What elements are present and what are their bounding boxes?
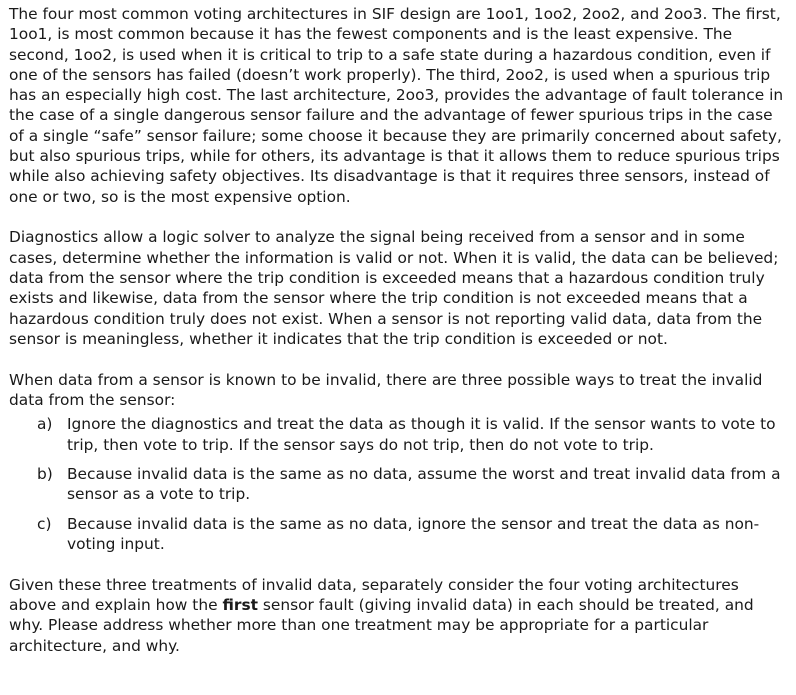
list-item [9, 464, 789, 505]
paragraph-question [9, 575, 789, 656]
option-text: Because invalid data is the same as no data, assume the worst and treat invalid data from a sensor as a vote to trip. [67, 464, 781, 504]
document-body [9, 4, 789, 676]
list-item [9, 514, 789, 555]
question-emphasis: first [222, 595, 258, 614]
treatment-options-list [9, 414, 789, 554]
question-text-before: Given these three treatments of invalid data, separately consider the four voting architectures above and explain how the [9, 575, 739, 614]
list-item [9, 414, 789, 455]
option-letter: c) [37, 514, 52, 533]
option-text: Because invalid data is the same as no data, ignore the sensor and treat the data as non-voting input. [67, 514, 760, 553]
question-text-after: sensor fault (giving invalid data) in each should be treated, and why. Please address whether more than one treatment may be appropriate for a particular architecture, and why. [9, 595, 754, 655]
paragraph-invalid-data-intro: When data from a sensor is known to be invalid, there are three possible ways to treat the invalid data from the sensor: [9, 370, 763, 410]
option-letter: b) [37, 464, 53, 483]
option-text: Ignore the diagnostics and treat the data as though it is valid. If the sensor wants to vote to trip, then vote to trip. If the sensor says do not trip, then do not vote to trip. [67, 415, 776, 454]
option-letter: a) [37, 415, 53, 434]
paragraph-diagnostics: Diagnostics allow a logic solver to analyze the signal being received from a sensor and in some cases, determine whether the information is valid or not. When it is valid, the data can be believed; data from the sensor where the trip condition is exceeded means that a hazardous condition truly exists and likewise, data from the sensor where the trip condition is not exceeded means that a hazardous condition truly does not exist. When a sensor is not reporting valid data, data from the sensor is meaningless, whether it indicates that the trip condition is exceeded or not. [9, 228, 779, 348]
paragraph-voting-architectures: The four most common voting architectures in SIF design are 1oo1, 1oo2, 2oo2, and 2oo3. The first, 1oo1, is most common because it has the fewest components and is the least expensive. The second, 1oo2, is used when it is critical to trip to a safe state during a hazardous condition, even if one of the sensors has failed (doesn’t work properly). The third, 2oo2, is used when a spurious trip has an especially high cost. The last architecture, 2oo3, provides the advantage of fault tolerance in the case of a single dangerous sensor failure and the advantage of fewer spurious trips in the case of a single “safe” sensor failure; some choose it because they are primarily concerned about safety, but also spurious trips, while for others, its advantage is that it allows them to reduce spurious trips while also achieving safety objectives. Its disadvantage is that it requires three sensors, instead of one or two, so is the most expensive option. [9, 5, 784, 206]
